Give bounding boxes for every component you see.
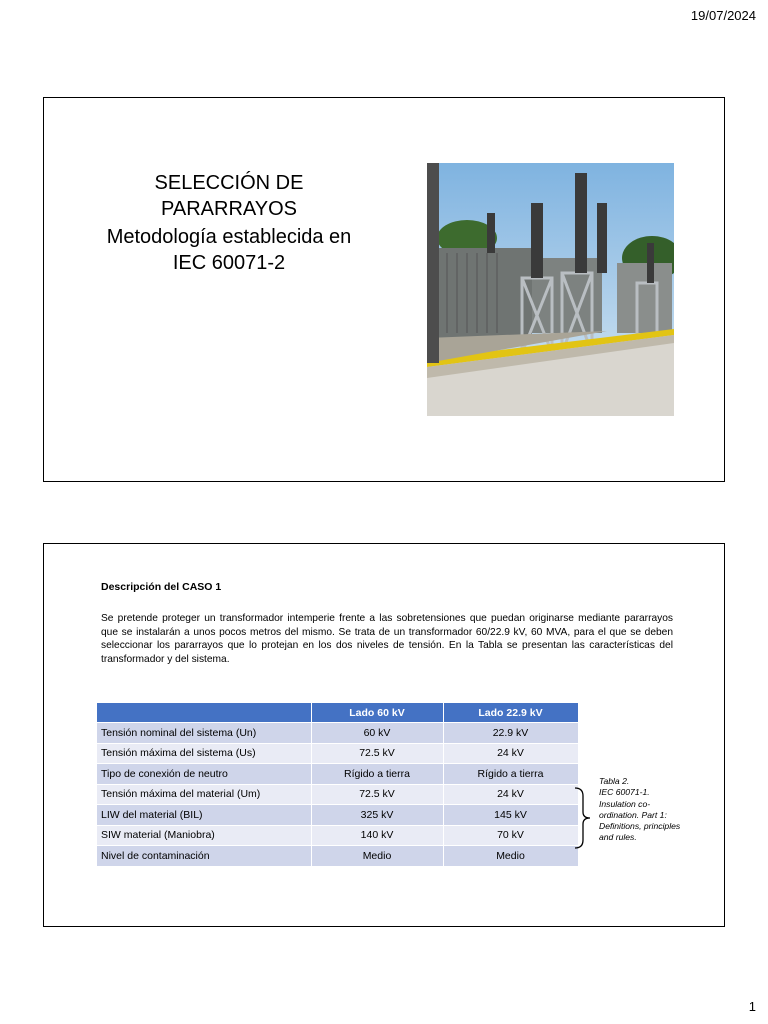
table-cell: Medio [311, 846, 443, 866]
curly-brace-icon [573, 786, 593, 850]
table-cell-label: Nivel de contaminación [97, 846, 311, 866]
table-cell: 22.9 kV [443, 723, 578, 744]
table-row [97, 825, 578, 846]
table-cell-label: Tensión máxima del sistema (Us) [97, 743, 311, 764]
note-line: Insulation co- [599, 798, 651, 809]
print-date: 19/07/2024 [690, 8, 756, 23]
table-cell-label: LIW del material (BIL) [97, 805, 311, 826]
table-cell-label: SIW material (Maniobra) [97, 825, 311, 846]
substation-photo [427, 163, 674, 416]
table-row [97, 846, 578, 866]
table-cell: 60 kV [311, 723, 443, 744]
table-source-note [599, 776, 709, 844]
note-line: ordination. Part 1: [599, 809, 667, 820]
slide-case-description [43, 543, 725, 927]
table-header-cell [97, 703, 311, 723]
note-line: and rules. [599, 832, 637, 843]
table-cell: 70 kV [443, 825, 578, 846]
table-cell: 325 kV [311, 805, 443, 826]
page-number: 1 [748, 999, 756, 1014]
table-cell: 72.5 kV [311, 784, 443, 805]
note-line: Tabla 2. [599, 776, 630, 786]
table-row [97, 723, 578, 744]
table-cell-label: Tensión nominal del sistema (Un) [97, 723, 311, 744]
table-cell: 140 kV [311, 825, 443, 846]
table-header-row [97, 703, 578, 723]
table-cell: Medio [443, 846, 578, 866]
table-header-cell: Lado 60 kV [311, 703, 443, 723]
table-cell: Rígido a tierra [311, 764, 443, 785]
slide-title [43, 97, 725, 482]
table-cell-label: Tensión máxima del material (Um) [97, 784, 311, 805]
case-paragraph: Se pretende proteger un transformador intemperie frente a las sobretensiones que puedan originarse mediante pararrayos que se instalarán a unos pocos metros del mismo. Se trata de un transformador 60/22.9 kV, 60 MVA, para el que se deben seleccionar los pararrayos que lo protejan en los dos niveles de tensión. En la Tabla se presentan las características del transformador y del sistema. [101, 613, 673, 665]
slide-subtitle-text: Metodología establecida en IEC 60071-2 [106, 226, 352, 274]
table-row [97, 743, 578, 764]
table-cell: 145 kV [443, 805, 578, 826]
note-line: IEC 60071-1. [599, 787, 650, 798]
table-header-cell: Lado 22.9 kV [443, 703, 578, 723]
table-cell: 72.5 kV [311, 743, 443, 764]
case-heading: Descripción del CASO 1 [101, 581, 222, 593]
table-cell: Rígido a tierra [443, 764, 578, 785]
table-row [97, 784, 578, 805]
table-cell: 24 kV [443, 743, 578, 764]
transformer-spec-table [97, 703, 579, 866]
note-line: Definitions, principles [599, 821, 681, 832]
table-row [97, 764, 578, 785]
table-cell: 24 kV [443, 784, 578, 805]
slide-title-text: SELECCIÓN DE PARARRAYOS [154, 172, 304, 220]
table-cell-label: Tipo de conexión de neutro [97, 764, 311, 785]
table-row [97, 805, 578, 826]
